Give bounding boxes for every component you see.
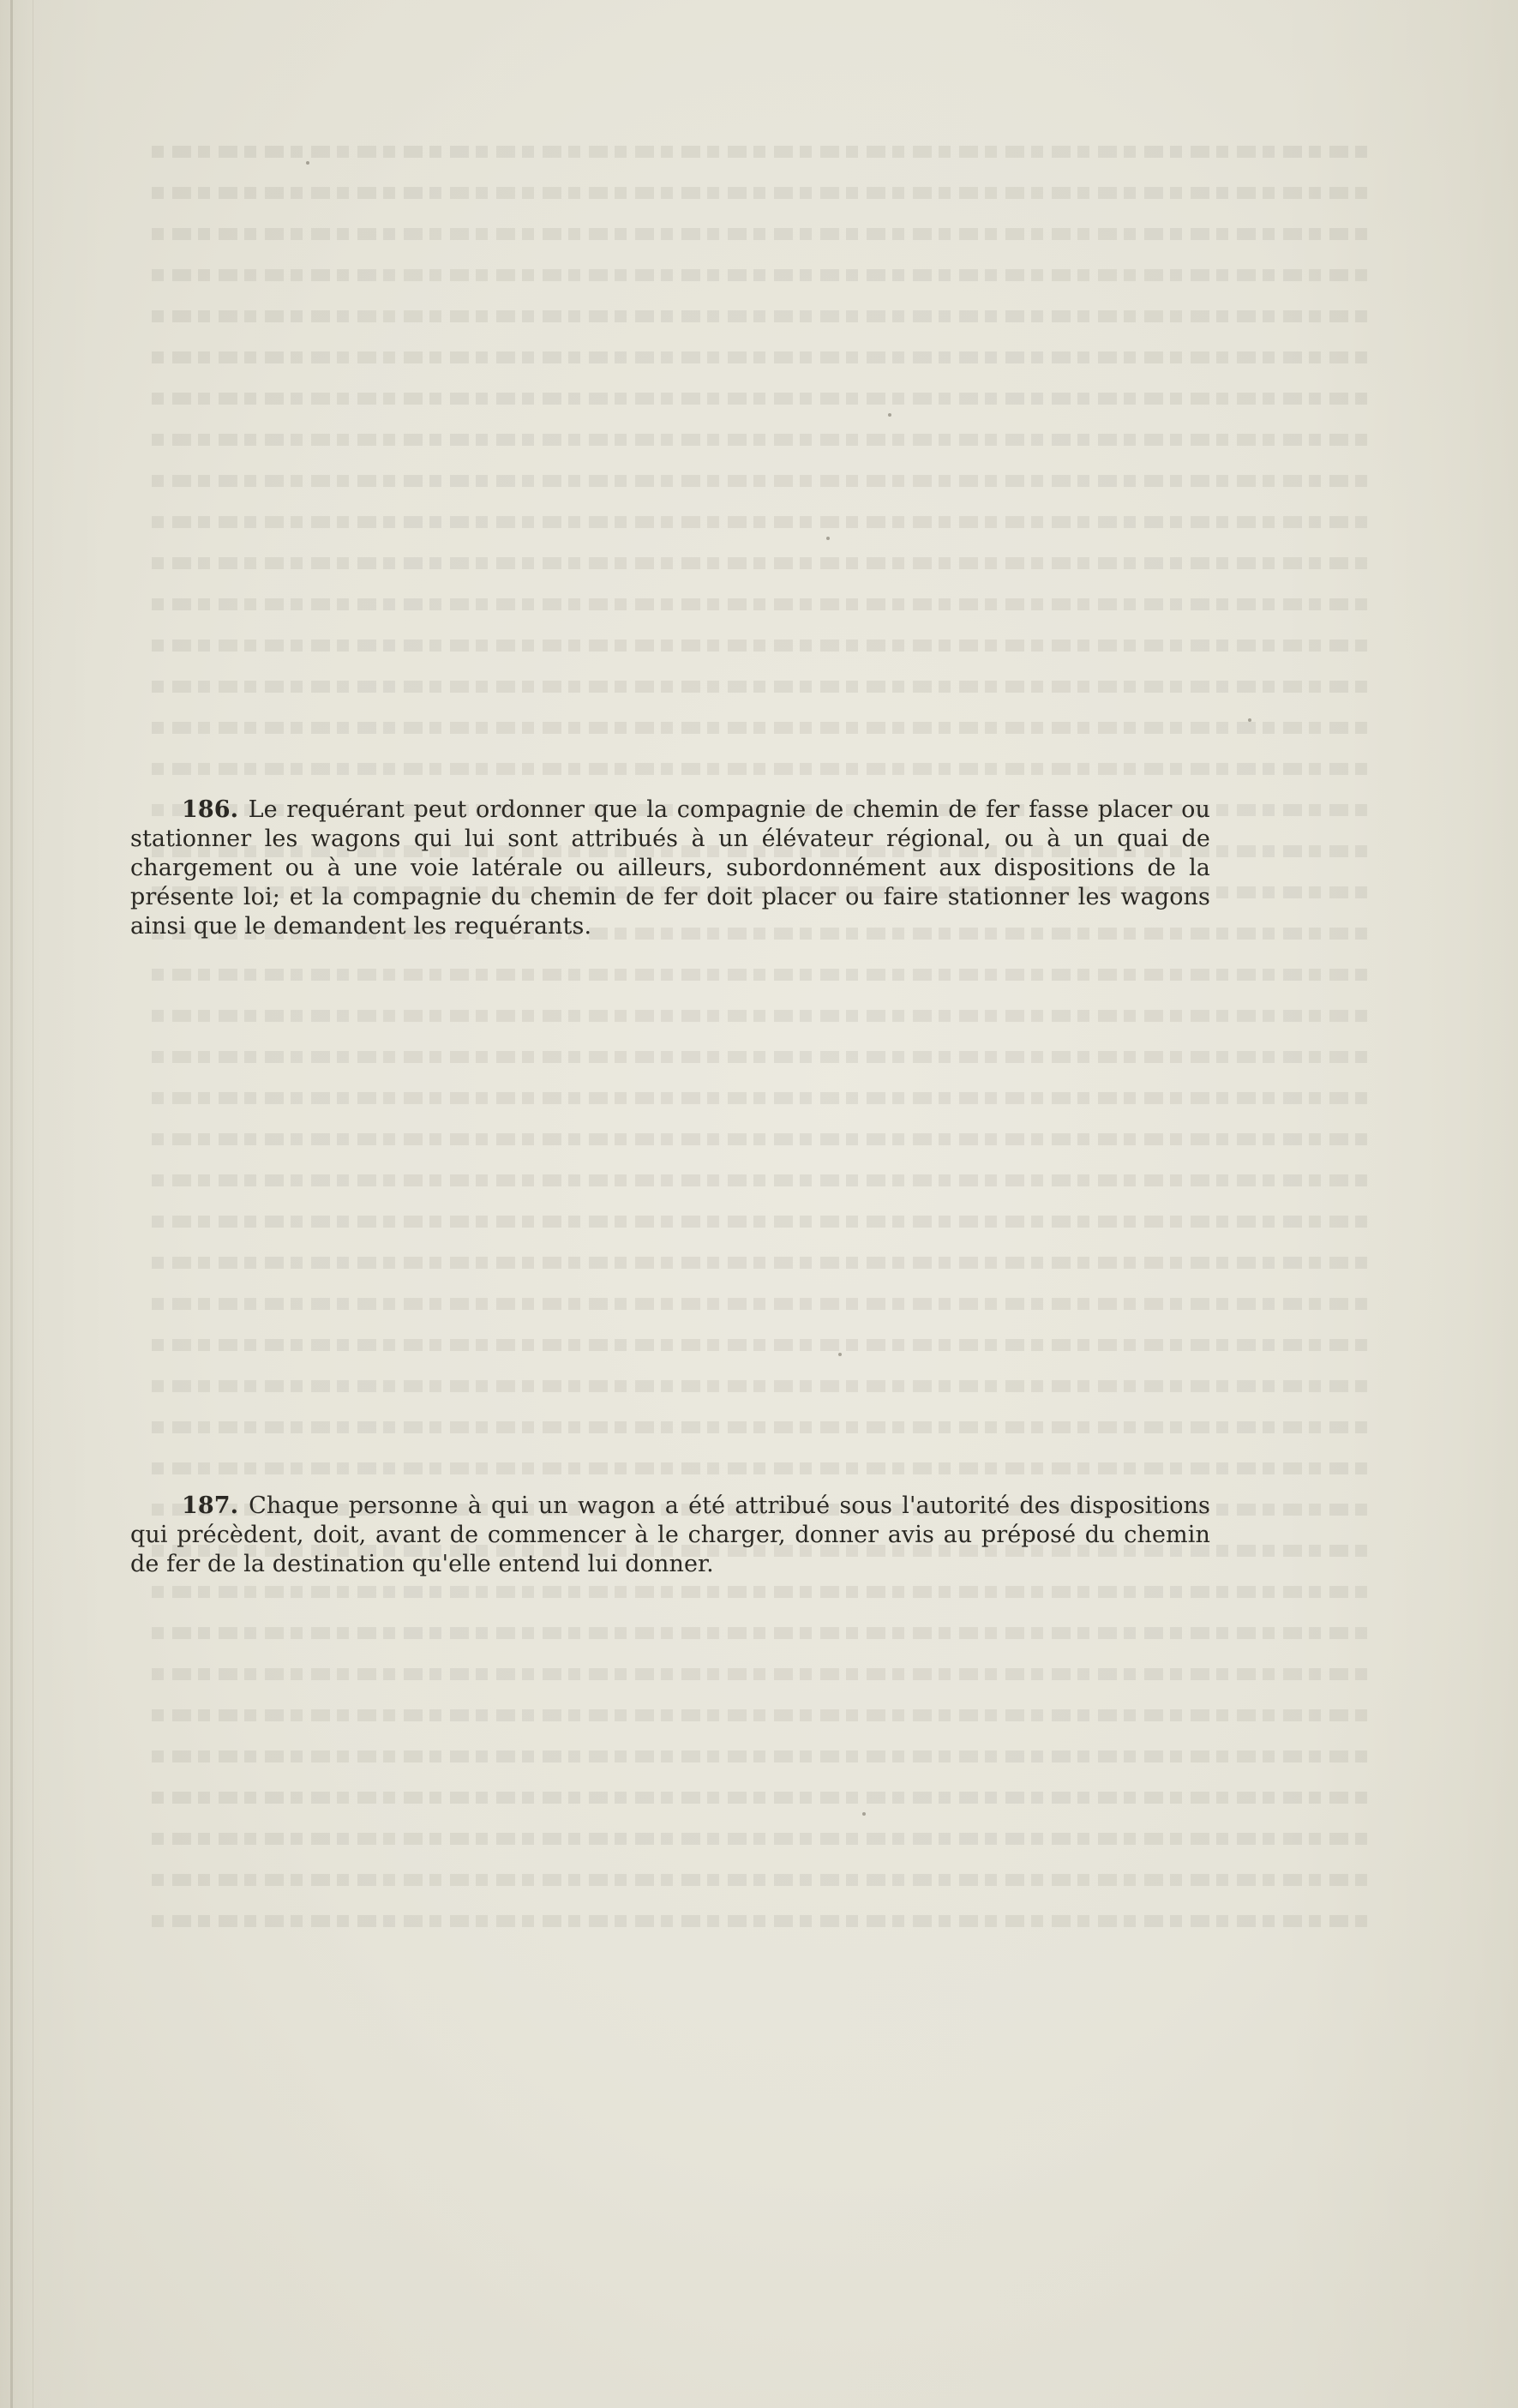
- paper-speck: [306, 161, 309, 165]
- binding-gutter: [10, 0, 13, 2408]
- section-186: [130, 796, 1210, 941]
- paper-speck: [888, 413, 891, 417]
- paper-speck: [862, 1812, 866, 1816]
- section-187: [130, 1492, 1210, 1579]
- section-number: 186.: [182, 796, 249, 823]
- paper-speck: [838, 1353, 842, 1356]
- paper-speck: [826, 537, 830, 540]
- section-text: Le requérant peut ordonner que la compagnie de chemin de fer fasse placer ou stationner les wagons qui lui sont attribués à un élévateur régional, ou à un quai de chargement ou à une voie latérale ou ailleurs, subordonnément aux dispositions de la présente loi; et la compagnie du chemin de fer doit placer ou faire stationner les wagons ainsi que le demandent les requérants.: [130, 796, 1210, 940]
- paper-speck: [1248, 718, 1251, 722]
- section-number: 187.: [182, 1492, 249, 1519]
- bleed-through-texture: [150, 146, 1367, 1989]
- section-text: Chaque personne à qui un wagon a été attribué sous l'autorité des dispositions qui précèdent, doit, avant de commencer à le charger, donner avis au préposé du chemin de fer de la destination qu'elle entend lui donner.: [130, 1492, 1210, 1577]
